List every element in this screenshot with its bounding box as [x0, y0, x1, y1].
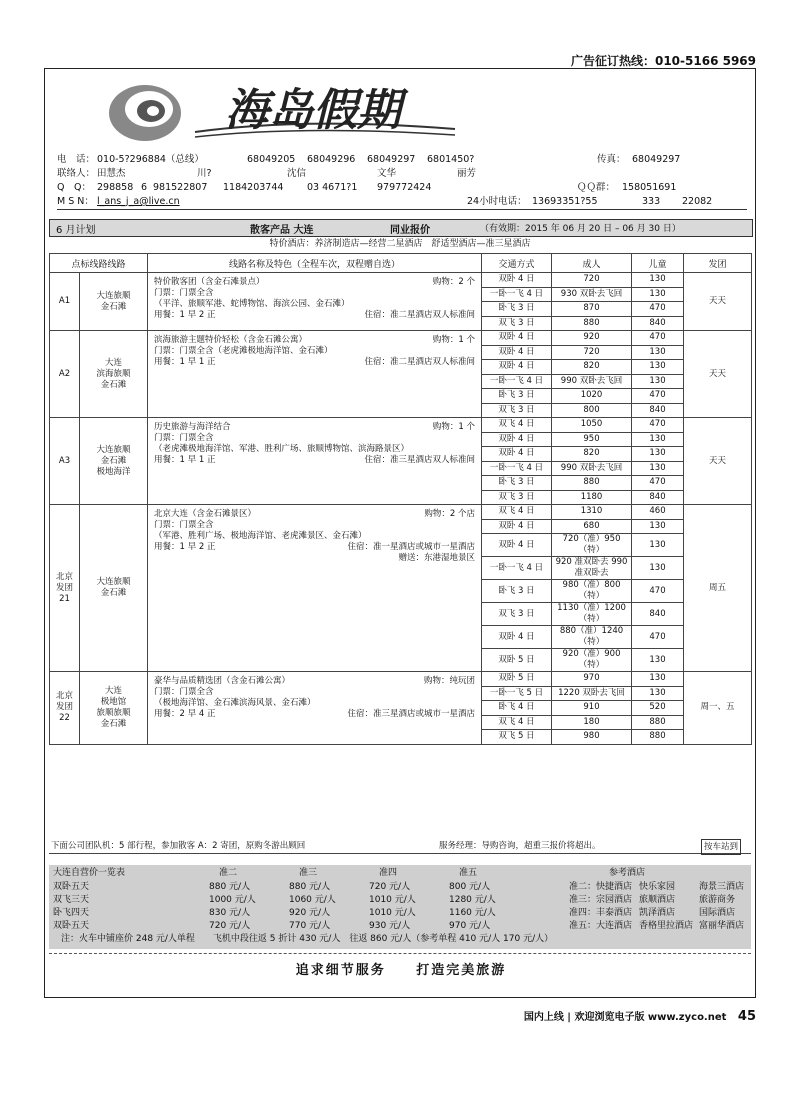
tel: 68049205	[247, 154, 296, 165]
desc-left: 用餐：1 早 1 正	[154, 357, 216, 367]
adult-price: 800	[552, 403, 632, 418]
contact-person: 川?	[197, 168, 212, 179]
col-header: 成人	[552, 254, 632, 273]
desc-line	[154, 357, 475, 368]
route-description	[148, 672, 482, 745]
desc-right: 住宿：准二星酒店双人标准间	[364, 357, 476, 367]
child-price: 130	[632, 557, 684, 580]
hotel-head: 准四	[379, 868, 398, 878]
child-price: 130	[632, 534, 684, 557]
route-name-line: 大连旅顺	[96, 290, 131, 301]
transport-mode: 双飞 3 日	[482, 490, 552, 505]
route-name-line: 大连旅顺	[96, 444, 131, 455]
validity: （有效期：2015 年 06 月 20 日 – 06 月 30 日）	[480, 224, 681, 234]
desc-right: 住宿：准一星酒店或城市一星酒店	[347, 542, 476, 552]
adult-price: 820	[552, 447, 632, 462]
transport-mode: 双卧 5 日	[482, 672, 552, 687]
child-price: 130	[632, 461, 684, 476]
desc-line	[154, 299, 475, 310]
desc-line	[154, 709, 475, 720]
route-name-line: 极地海洋	[96, 466, 131, 477]
transport-mode: 双卧 4 日	[482, 447, 552, 462]
route-name	[80, 331, 148, 418]
route-code: A3	[50, 418, 80, 505]
adult-price: 1220 双卧去飞回	[552, 686, 632, 701]
page-number: 45	[737, 1009, 756, 1024]
child-price: 840	[632, 403, 684, 418]
adult-price: 920 准双卧去 990 准双卧去	[552, 557, 632, 580]
tel: 68049297	[367, 154, 416, 165]
hotel-cell: 880 元/人	[209, 882, 251, 892]
desc-left: 用餐：1 早 2 正	[154, 310, 216, 320]
reference-hotel: 国际酒店	[699, 908, 736, 918]
desc-line	[154, 531, 475, 542]
adult-price: 1020	[552, 389, 632, 404]
child-price: 130	[632, 273, 684, 288]
hotel-row	[49, 907, 751, 920]
adult-price: 880	[552, 476, 632, 491]
contact-person: 文华	[377, 168, 397, 179]
qq: 03 4671?1	[307, 182, 358, 193]
desc-left: 历史旅游与海洋结合	[154, 422, 231, 432]
route-code: A1	[50, 273, 80, 331]
desc-right: 购物：1 个	[432, 335, 476, 345]
reference-hotel: 准五：大连酒店	[569, 921, 633, 931]
child-price: 840	[632, 490, 684, 505]
hotel-cell: 1000 元/人	[209, 895, 256, 905]
hotel-row	[49, 881, 751, 894]
desc-right: 购物：纯玩团	[424, 676, 476, 686]
desc-left: （平洋、旅顺军港、蛇博物馆、海滨公园、金石滩）	[154, 299, 350, 309]
desc-line	[154, 335, 475, 346]
hotel-cell: 970 元/人	[449, 921, 491, 931]
reference-hotel: 准三：宗园酒店	[569, 895, 633, 905]
route-name	[80, 505, 148, 672]
adult-price: 720	[552, 273, 632, 288]
desc-left: 门票：门票全含	[154, 288, 214, 298]
child-price: 880	[632, 730, 684, 745]
adult-price: 1130（准）1200（特）	[552, 603, 632, 626]
transport-mode: 双卧 4 日	[482, 432, 552, 447]
transport-mode: 一卧一飞 4 日	[482, 557, 552, 580]
divider	[49, 953, 751, 954]
qq: 6	[141, 182, 148, 193]
transport-mode: 双飞 5 日	[482, 730, 552, 745]
desc-left: （军港、胜利广场、极地海洋馆、老虎滩景区、金石滩）	[154, 531, 367, 541]
route-code: 北京发团 21	[50, 505, 80, 672]
hotline-24h: 333	[642, 196, 661, 207]
desc-right: 住宿：准二星酒店双人标准间	[364, 310, 476, 320]
hotel-cell: 830 元/人	[209, 908, 251, 918]
desc-line	[154, 346, 475, 357]
departure-schedule: 周五	[684, 505, 752, 672]
footer-text: 国内上线 | 欢迎浏览电子版 www.zyco.net	[523, 1012, 727, 1023]
hotel-row	[49, 894, 751, 907]
child-price: 130	[632, 649, 684, 672]
desc-line	[154, 553, 475, 564]
adult-price: 1310	[552, 505, 632, 520]
adult-price: 870	[552, 302, 632, 317]
ad-hotline: 广告征订热线：010-5166 5969	[570, 54, 756, 68]
desc-left: （极地海洋馆、金石滩滨海风景、金石滩）	[154, 698, 316, 708]
desc-line	[154, 698, 475, 709]
quote-title: 同业报价	[390, 225, 430, 236]
desc-line	[154, 422, 475, 433]
fax-label: 传真：	[597, 154, 626, 165]
hotel-cell: 双飞三天	[53, 895, 90, 905]
reference-hotel: 富丽华酒店	[699, 921, 745, 931]
qq: 298858	[97, 182, 134, 193]
station-button[interactable]: 按车站到	[701, 839, 741, 855]
brand-logo	[105, 77, 465, 147]
hotel-cell: 1160 元/人	[449, 908, 496, 918]
slogan-a: 追求细节服务	[295, 963, 386, 978]
transport-mode: 一卧一飞 4 日	[482, 287, 552, 302]
adult-price: 990 双卧去飞回	[552, 374, 632, 389]
route-description	[148, 505, 482, 672]
child-price: 470	[632, 302, 684, 317]
hotel-cell: 1060 元/人	[289, 895, 336, 905]
departure-schedule: 天天	[684, 418, 752, 505]
col-header: 发团	[684, 254, 752, 273]
contact-person: 沈信	[287, 168, 307, 179]
notes-line	[49, 839, 751, 854]
desc-line	[154, 542, 475, 553]
child-price: 130	[632, 374, 684, 389]
adult-price: 720	[552, 345, 632, 360]
child-price: 840	[632, 603, 684, 626]
hotline-24h: 13693351?55	[532, 196, 598, 207]
reference-hotel: 旅顺酒店	[639, 895, 676, 905]
adult-price: 920（准）900（特）	[552, 649, 632, 672]
route-name-line: 大连旅顺	[96, 577, 131, 587]
hotel-cell: 720 元/人	[369, 882, 411, 892]
desc-right: 购物：2 个店	[424, 509, 476, 519]
route-name-line: 金石滩	[100, 379, 127, 390]
hotel-head: 准三	[299, 868, 318, 878]
contact-block	[57, 153, 747, 210]
slogan	[45, 959, 757, 978]
transport-mode: 双卧 4 日	[482, 519, 552, 534]
desc-left: 豪华与品质精选团（含金石滩公寓）	[154, 676, 291, 686]
transport-mode: 一卧一飞 4 日	[482, 374, 552, 389]
slogan-b: 打造完美旅游	[416, 963, 507, 978]
desc-left: 用餐：1 早 2 正	[154, 542, 216, 552]
transport-mode: 卧飞 3 日	[482, 580, 552, 603]
desc-line	[154, 277, 475, 288]
reference-hotel: 海景三酒店	[699, 882, 745, 892]
adult-price: 1050	[552, 418, 632, 433]
transport-mode: 双卧 4 日	[482, 534, 552, 557]
route-name	[80, 273, 148, 331]
hotel-cell: 1010 元/人	[369, 895, 416, 905]
desc-line	[154, 687, 475, 698]
adult-price: 880	[552, 316, 632, 331]
child-price: 130	[632, 345, 684, 360]
col-header: 点标线路线路	[50, 254, 148, 273]
hotel-head: 准二	[219, 868, 238, 878]
desc-right: 购物：2 个	[432, 277, 476, 287]
transport-mode: 卧飞 4 日	[482, 701, 552, 716]
col-header: 线路名称及特色（全程车次，双程赠自选）	[148, 254, 482, 273]
desc-left: 门票：门票全含（老虎滩极地海洋馆、金石滩）	[154, 346, 333, 356]
msn[interactable]: l_ans_j_a@live.cn	[97, 196, 180, 207]
transport-mode: 双卧 4 日	[482, 360, 552, 375]
adult-price: 990 双卧去飞回	[552, 461, 632, 476]
child-price: 130	[632, 287, 684, 302]
qq: 1184203744	[223, 182, 284, 193]
adult-price: 950	[552, 432, 632, 447]
hotel-head: 参考酒店	[609, 868, 646, 878]
hotline-24h: 22082	[682, 196, 713, 207]
transport-mode: 双飞 3 日	[482, 316, 552, 331]
child-price: 130	[632, 360, 684, 375]
reference-hotel: 凯泽酒店	[639, 908, 676, 918]
desc-left: 北京大连（含金石滩景区）	[154, 509, 257, 519]
route-name-line: 滨海旅顺	[96, 368, 131, 379]
desc-line	[154, 310, 475, 321]
route-name-line: 旅顺旅顺	[96, 707, 131, 718]
route-name-line: 金石滩	[100, 718, 127, 729]
route-name-line: 大连	[105, 685, 123, 696]
child-price: 470	[632, 626, 684, 649]
tel: 010-5?296884（总线）	[97, 154, 204, 165]
transport-mode: 双卧 4 日	[482, 345, 552, 360]
hotel-cell: 卧飞四天	[53, 908, 90, 918]
route-code: 北京发团 22	[50, 672, 80, 745]
child-price: 520	[632, 701, 684, 716]
desc-line	[154, 433, 475, 444]
adult-price: 680	[552, 519, 632, 534]
hotel-head: 准五	[459, 868, 478, 878]
section-header	[49, 219, 753, 237]
adult-price: 880（准）1240（特）	[552, 626, 632, 649]
child-price: 880	[632, 715, 684, 730]
hotel-head: 大连自营价一览表	[53, 868, 126, 878]
route-description	[148, 331, 482, 418]
desc-left: 门票：门票全含	[154, 433, 214, 443]
hotel-cell: 880 元/人	[289, 882, 331, 892]
reference-hotel: 准二：快捷酒店	[569, 882, 633, 892]
desc-right: 购物：1 个	[432, 422, 476, 432]
hotel-cell: 920 元/人	[289, 908, 331, 918]
desc-left: 用餐：2 早 4 正	[154, 709, 216, 719]
contact-person: 田慧杰	[97, 168, 126, 179]
tel-label: 电 话：	[57, 154, 96, 165]
desc-left: 门票：门票全含	[154, 520, 214, 530]
transport-mode: 卧飞 3 日	[482, 476, 552, 491]
transport-mode: 双飞 4 日	[482, 505, 552, 520]
hotel-cell: 双卧五天	[53, 921, 90, 931]
adult-price: 180	[552, 715, 632, 730]
desc-line	[154, 288, 475, 299]
people-label: 联络人：	[57, 168, 96, 179]
brand-name: 海岛假期	[225, 85, 401, 136]
adult-price: 910	[552, 701, 632, 716]
hotel-cell: 双卧五天	[53, 882, 90, 892]
qq: 981522807	[153, 182, 208, 193]
transport-mode: 一卧一飞 4 日	[482, 461, 552, 476]
hotel-levels: 特价酒店：养济制造店—经营二星酒店 舒适型酒店—准三星酒店	[269, 239, 531, 249]
hotel-row	[49, 920, 751, 933]
adult-price: 1180	[552, 490, 632, 505]
transport-mode: 卧飞 3 日	[482, 389, 552, 404]
adult-price: 930 双卧去飞回	[552, 287, 632, 302]
desc-left: （老虎滩极地海洋馆、军港、胜利广场、旅顺博物馆、滨海路景区）	[154, 444, 410, 454]
child-price: 840	[632, 316, 684, 331]
child-price: 130	[632, 447, 684, 462]
fax: 68049297	[632, 154, 681, 165]
spiral-shell-icon	[109, 85, 181, 141]
self-price-table	[49, 865, 751, 949]
transport-mode: 一卧一飞 5 日	[482, 686, 552, 701]
desc-line	[154, 520, 475, 531]
col-header: 儿童	[632, 254, 684, 273]
contact-person: 丽芳	[457, 168, 477, 179]
adult-price: 980（准）800（特）	[552, 580, 632, 603]
child-price: 470	[632, 476, 684, 491]
child-price: 470	[632, 389, 684, 404]
route-name-line: 金石滩	[100, 301, 127, 312]
transport-mode: 双卧 4 日	[482, 331, 552, 346]
desc-left: 特价散客团（含金石滩景点）	[154, 277, 265, 287]
route-name-line: 金石滩	[100, 588, 127, 598]
reference-hotel: 旅游商务	[699, 895, 736, 905]
price-note: 注：火车中铺座价 248 元/人单程 飞机中段往返 5 折计 430 元/人 往返 860 元/人（参考单程 410 元/人 170 元/人）	[61, 934, 554, 944]
page-footer	[524, 1008, 756, 1024]
adult-price: 720（准）950（特）	[552, 534, 632, 557]
reference-hotel: 准四：丰泰酒店	[569, 908, 633, 918]
child-price: 470	[632, 580, 684, 603]
desc-left: 滨海旅游主题特价轻松（含金石滩公寓）	[154, 335, 308, 345]
hotel-cell: 930 元/人	[369, 921, 411, 931]
adult-price: 970	[552, 672, 632, 687]
route-name	[80, 672, 148, 745]
note: 服务经理：导购咨询，超重三报价将超出。	[439, 841, 601, 851]
transport-mode: 双卧 4 日	[482, 626, 552, 649]
reference-hotel: 快乐家园	[639, 882, 676, 892]
desc-line	[154, 444, 475, 455]
route-description	[148, 273, 482, 331]
hotel-cell: 800 元/人	[449, 882, 491, 892]
adult-price: 820	[552, 360, 632, 375]
tel: 6801450?	[427, 154, 475, 165]
departure-schedule: 天天	[684, 331, 752, 418]
route-name	[80, 418, 148, 505]
desc-line	[154, 676, 475, 687]
child-price: 130	[632, 686, 684, 701]
route-name-line: 金石滩	[100, 455, 127, 466]
desc-line	[154, 455, 475, 466]
child-price: 130	[632, 432, 684, 447]
transport-mode: 双飞 4 日	[482, 418, 552, 433]
child-price: 460	[632, 505, 684, 520]
hotel-cell: 1280 元/人	[449, 895, 496, 905]
hotel-cell: 770 元/人	[289, 921, 331, 931]
hotel-cell: 1010 元/人	[369, 908, 416, 918]
transport-mode: 卧飞 3 日	[482, 302, 552, 317]
col-header: 交通方式	[482, 254, 552, 273]
child-price: 470	[632, 418, 684, 433]
transport-mode: 双卧 4 日	[482, 273, 552, 288]
departure-schedule: 周一、五	[684, 672, 752, 745]
transport-mode: 双卧 5 日	[482, 649, 552, 672]
price-sheet	[44, 68, 756, 998]
reference-hotel: 香格里拉酒店	[639, 921, 694, 931]
hotline-24h-label: 24小时电话：	[467, 196, 527, 207]
hotel-cell: 720 元/人	[209, 921, 251, 931]
product-title: 散客产品 大连	[250, 225, 314, 236]
qq-group-label: ＱＱ群：	[577, 182, 616, 193]
child-price: 130	[632, 519, 684, 534]
child-price: 470	[632, 331, 684, 346]
desc-left: 用餐：1 早 1 正	[154, 455, 216, 465]
desc-left: 门票：门票全含	[154, 687, 214, 697]
desc-right: 住宿：准三星酒店或城市一星酒店	[347, 709, 476, 719]
desc-right: 赠送：东港湿地景区	[398, 553, 476, 563]
desc-line	[154, 509, 475, 520]
tel: 68049296	[307, 154, 356, 165]
route-name-line: 极地馆	[100, 696, 127, 707]
route-code: A2	[50, 331, 80, 418]
route-description	[148, 418, 482, 505]
qq-group: 158051691	[622, 182, 677, 193]
desc-right: 住宿：准三星酒店双人标准间	[364, 455, 476, 465]
note: 下面公司团队机：5 部行程，参加散客 A：2 寄团，原购冬游出顾回	[51, 841, 306, 851]
plan-month: 6 月计划	[56, 225, 96, 236]
qq-label: Q Q：	[57, 182, 91, 193]
transport-mode: 双飞 3 日	[482, 603, 552, 626]
msn-label: M S N：	[57, 196, 94, 207]
child-price: 130	[632, 672, 684, 687]
transport-mode: 双飞 4 日	[482, 715, 552, 730]
route-name-line: 大连	[105, 357, 123, 368]
adult-price: 980	[552, 730, 632, 745]
departure-schedule: 天天	[684, 273, 752, 331]
qq: 979772424	[377, 182, 432, 193]
transport-mode: 双飞 3 日	[482, 403, 552, 418]
tour-table	[49, 253, 752, 745]
adult-price: 920	[552, 331, 632, 346]
